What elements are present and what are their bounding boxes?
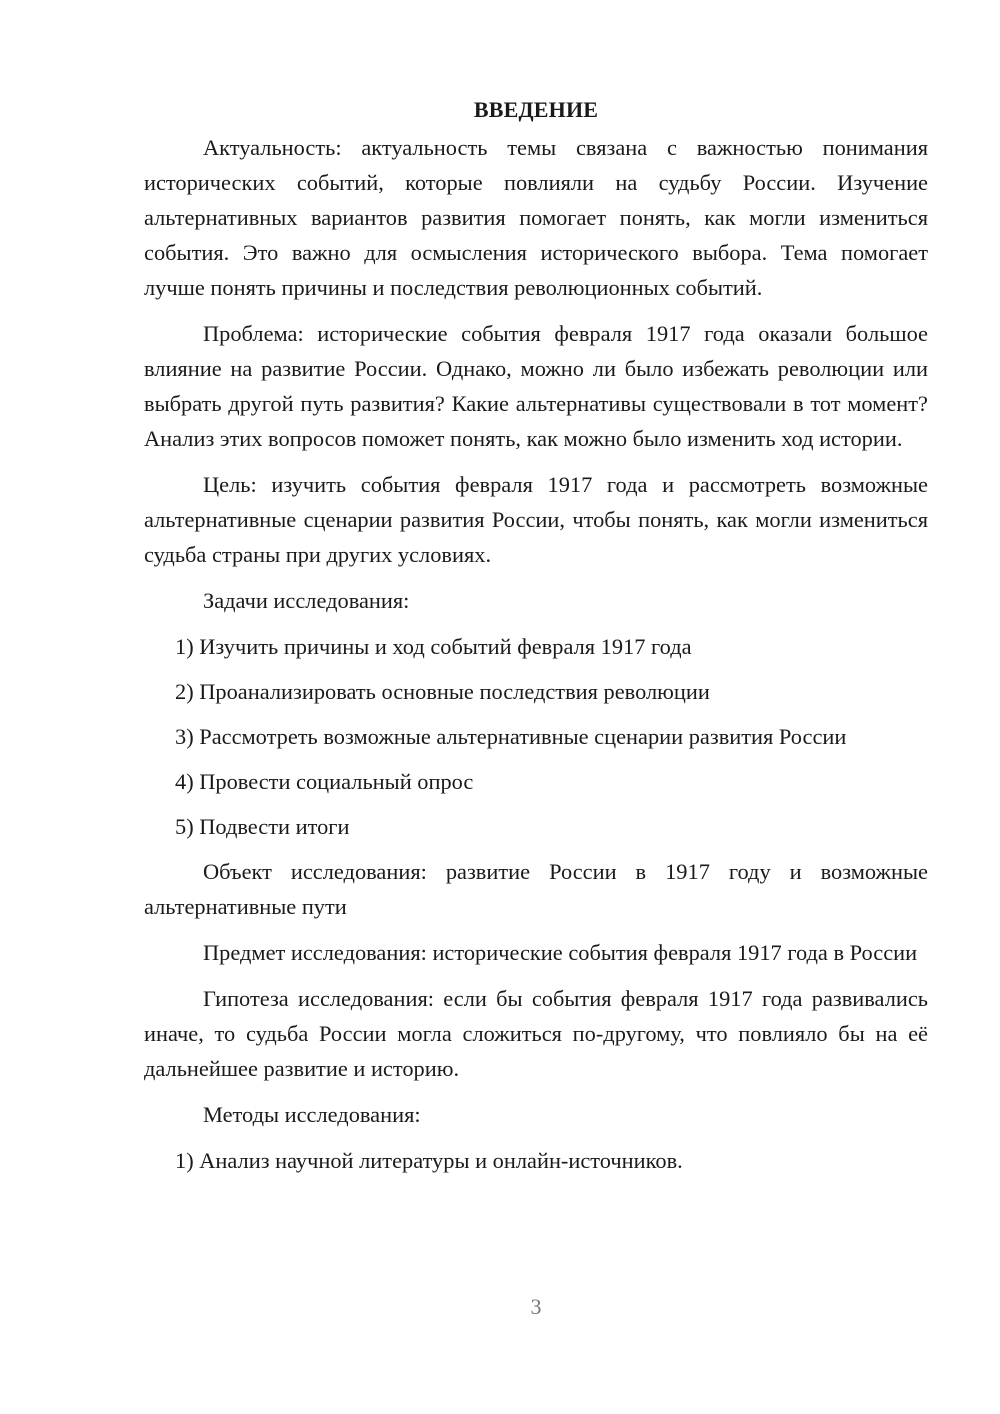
page-number: 3: [530, 1294, 542, 1319]
task-item: 2) Проанализировать основные последствия революции: [175, 679, 710, 704]
tasks-heading: Задачи исследования:: [203, 588, 410, 613]
task-item: 4) Провести социальный опрос: [175, 769, 474, 794]
object-paragraph: Объект исследования: развитие России в 1917 году и возможные альтернативные пути: [144, 859, 928, 919]
problem-paragraph: Проблема: исторические события февраля 1917 года оказали большое влияние на развитие России. Однако, можно ли было избежать революции или выбрать другой путь развития? Какие альтернативы существовали в тот момент? Анализ этих вопросов поможет понять, как можно было изменить ход истории.: [144, 321, 928, 451]
methods-heading: Методы исследования:: [203, 1102, 421, 1127]
methods-list: [144, 1143, 928, 1178]
section-title: ВВЕДЕНИЕ: [473, 97, 599, 122]
task-item: 1) Изучить причины и ход событий февраля 1917 года: [175, 634, 692, 659]
method-item: 1) Анализ научной литературы и онлайн-источников.: [175, 1148, 683, 1173]
hypothesis-paragraph: Гипотеза исследования: если бы события февраля 1917 года развивались иначе, то судьба России могла сложиться по-другому, что повлияло бы на её дальнейшее развитие и историю.: [144, 986, 928, 1081]
task-item: 5) Подвести итоги: [175, 814, 350, 839]
document-page: [144, 92, 928, 1188]
tasks-list: [144, 629, 928, 844]
task-item: 3) Рассмотреть возможные альтернативные сценарии развития России: [175, 724, 847, 749]
subject-paragraph: Предмет исследования: исторические события февраля 1917 года в России: [203, 940, 918, 965]
goal-paragraph: Цель: изучить события февраля 1917 года и рассмотреть возможные альтернативные сценарии развития России, чтобы понять, как могли измениться судьба страны при других условиях.: [144, 472, 928, 567]
relevance-paragraph: Актуальность: актуальность темы связана с важностью понимания исторических событий, которые повлияли на судьбу России. Изучение альтернативных вариантов развития помогает понять, как могли измениться события. Это важно для осмысления исторического выбора. Тема помогает лучше понять причины и последствия революционных событий.: [144, 135, 928, 300]
